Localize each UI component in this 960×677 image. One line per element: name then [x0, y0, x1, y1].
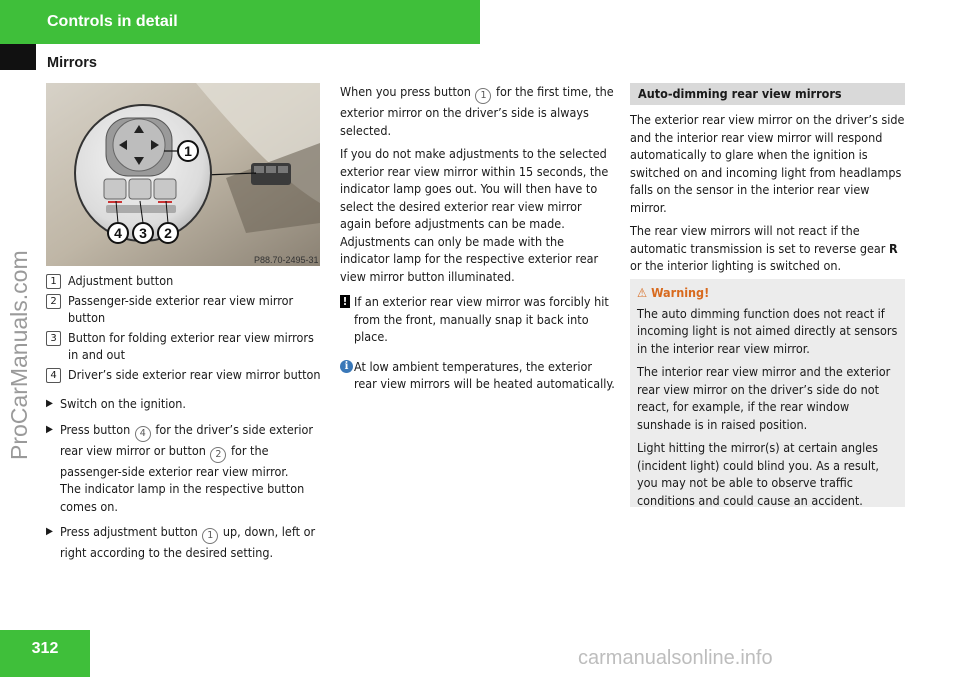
note-text: At low ambient temperatures, the exterior rear view mirrors will be heated automatically.	[354, 358, 615, 391]
gear-letter: R	[888, 240, 898, 256]
bottom-watermark: carmanualsonline.info	[578, 647, 773, 669]
paragraph-no-react	[630, 222, 908, 275]
legend-item-1	[46, 272, 322, 290]
paragraph-timeout: If you do not make adjustments to the selected exterior rear view mirror within 15 seconds, the indicator lamp goes out. You will then have to select the desired exterior rear view mirror again before adjustments can be made. Adjustments can only be made with the indicator lamp for the respective exterior rear view mirror button illuminated.	[340, 146, 609, 284]
step-text: Switch on the ignition.	[60, 396, 186, 411]
button-ref-4: 4	[135, 426, 151, 442]
text: The rear view mirrors will not react if the automatic transmission is set to reverse gear	[630, 223, 886, 256]
step-2	[46, 421, 322, 516]
left-column	[46, 272, 322, 570]
step-arrow-icon: ▶	[46, 398, 53, 409]
section-tab-marker	[0, 44, 36, 70]
legend-list	[46, 272, 322, 383]
important-icon: !	[340, 295, 350, 308]
warning-paragraph-3: Light hitting the mirror(s) at certain angles (incident light) could blind you. As a result, you may not be able to observe traffic conditions and could cause an accident.	[637, 440, 880, 508]
legend-number: 4	[46, 368, 61, 383]
callout-1: 1	[184, 143, 192, 159]
step-arrow-icon: ▶	[46, 526, 53, 537]
callout-3: 3	[139, 225, 147, 241]
chapter-title: Controls in detail	[47, 13, 178, 30]
callout-2: 2	[164, 225, 172, 241]
text: or the interior lighting is switched on.	[630, 258, 842, 273]
button-ref-1: 1	[475, 88, 491, 104]
step-3	[46, 523, 322, 562]
photo-caption: P88.70-2495-31	[254, 255, 319, 265]
legend-number: 1	[46, 274, 61, 289]
step-text: for the passenger-side exterior rear view mirror.	[60, 442, 289, 479]
legend-text: Button for folding exterior rear view mirrors in and out	[68, 329, 314, 362]
text: for the first time, the exterior mirror on the driver’s side is always selected.	[340, 84, 614, 138]
mirror-controls-photo	[46, 83, 320, 266]
legend-text: Passenger-side exterior rear view mirror button	[68, 292, 294, 325]
warning-triangle-icon: ⚠	[637, 285, 648, 300]
legend-number: 2	[46, 294, 61, 309]
side-watermark: ProCarManuals.com	[6, 250, 32, 460]
note-forcibly-hit	[340, 293, 616, 346]
page-number: 312	[31, 640, 59, 657]
button-ref-2: 2	[210, 447, 226, 463]
step-arrow-icon: ▶	[46, 423, 53, 435]
step-text: Press adjustment button	[60, 524, 198, 539]
legend-number: 3	[46, 331, 61, 346]
legend-item-3	[46, 329, 322, 364]
info-icon: i	[340, 360, 353, 373]
step-1	[46, 395, 322, 413]
legend-item-4	[46, 366, 322, 384]
note-text: If an exterior rear view mirror was forcibly hit from the front, manually snap it back into place.	[354, 294, 609, 344]
step-text: Press button	[60, 421, 131, 437]
paragraph-first-press	[340, 83, 616, 139]
paragraph-auto-dimming: The exterior rear view mirror on the driver’s side and the interior rear view mirror will respond automatically to glare when the ignition is switched on and incoming light from headlamps falls on the sensor in the interior rear view mirror.	[630, 112, 905, 215]
warning-title	[637, 284, 898, 302]
step-text: up, down, left or right according to the desired setting.	[60, 524, 316, 560]
warning-title-text: Warning!	[651, 285, 710, 300]
note-heated	[340, 358, 616, 393]
callout-4: 4	[114, 225, 122, 241]
button-ref-1: 1	[202, 528, 218, 544]
section-title: Mirrors	[47, 55, 97, 71]
warning-paragraph-1: The auto dimming function does not react if incoming light is not aimed directly at sensors in the interior rear view mirror.	[637, 305, 898, 356]
warning-box	[630, 279, 905, 507]
section-box-title: Auto-dimming rear view mirrors	[630, 83, 905, 105]
step-result-text: The indicator lamp in the respective button comes on.	[60, 481, 305, 514]
legend-text: Adjustment button	[68, 273, 174, 288]
right-column	[630, 111, 908, 281]
legend-item-2	[46, 292, 322, 327]
middle-column	[340, 83, 616, 393]
step-text: for the driver’s side exterior rear view mirror or button	[60, 421, 314, 458]
warning-paragraph-2: The interior rear view mirror and the exterior rear view mirror on the driver’s side do not react, for example, if the rear window sunshade is in raised position.	[637, 364, 891, 432]
legend-text: Driver’s side exterior rear view mirror button	[68, 366, 321, 382]
text: When you press button	[340, 84, 471, 99]
